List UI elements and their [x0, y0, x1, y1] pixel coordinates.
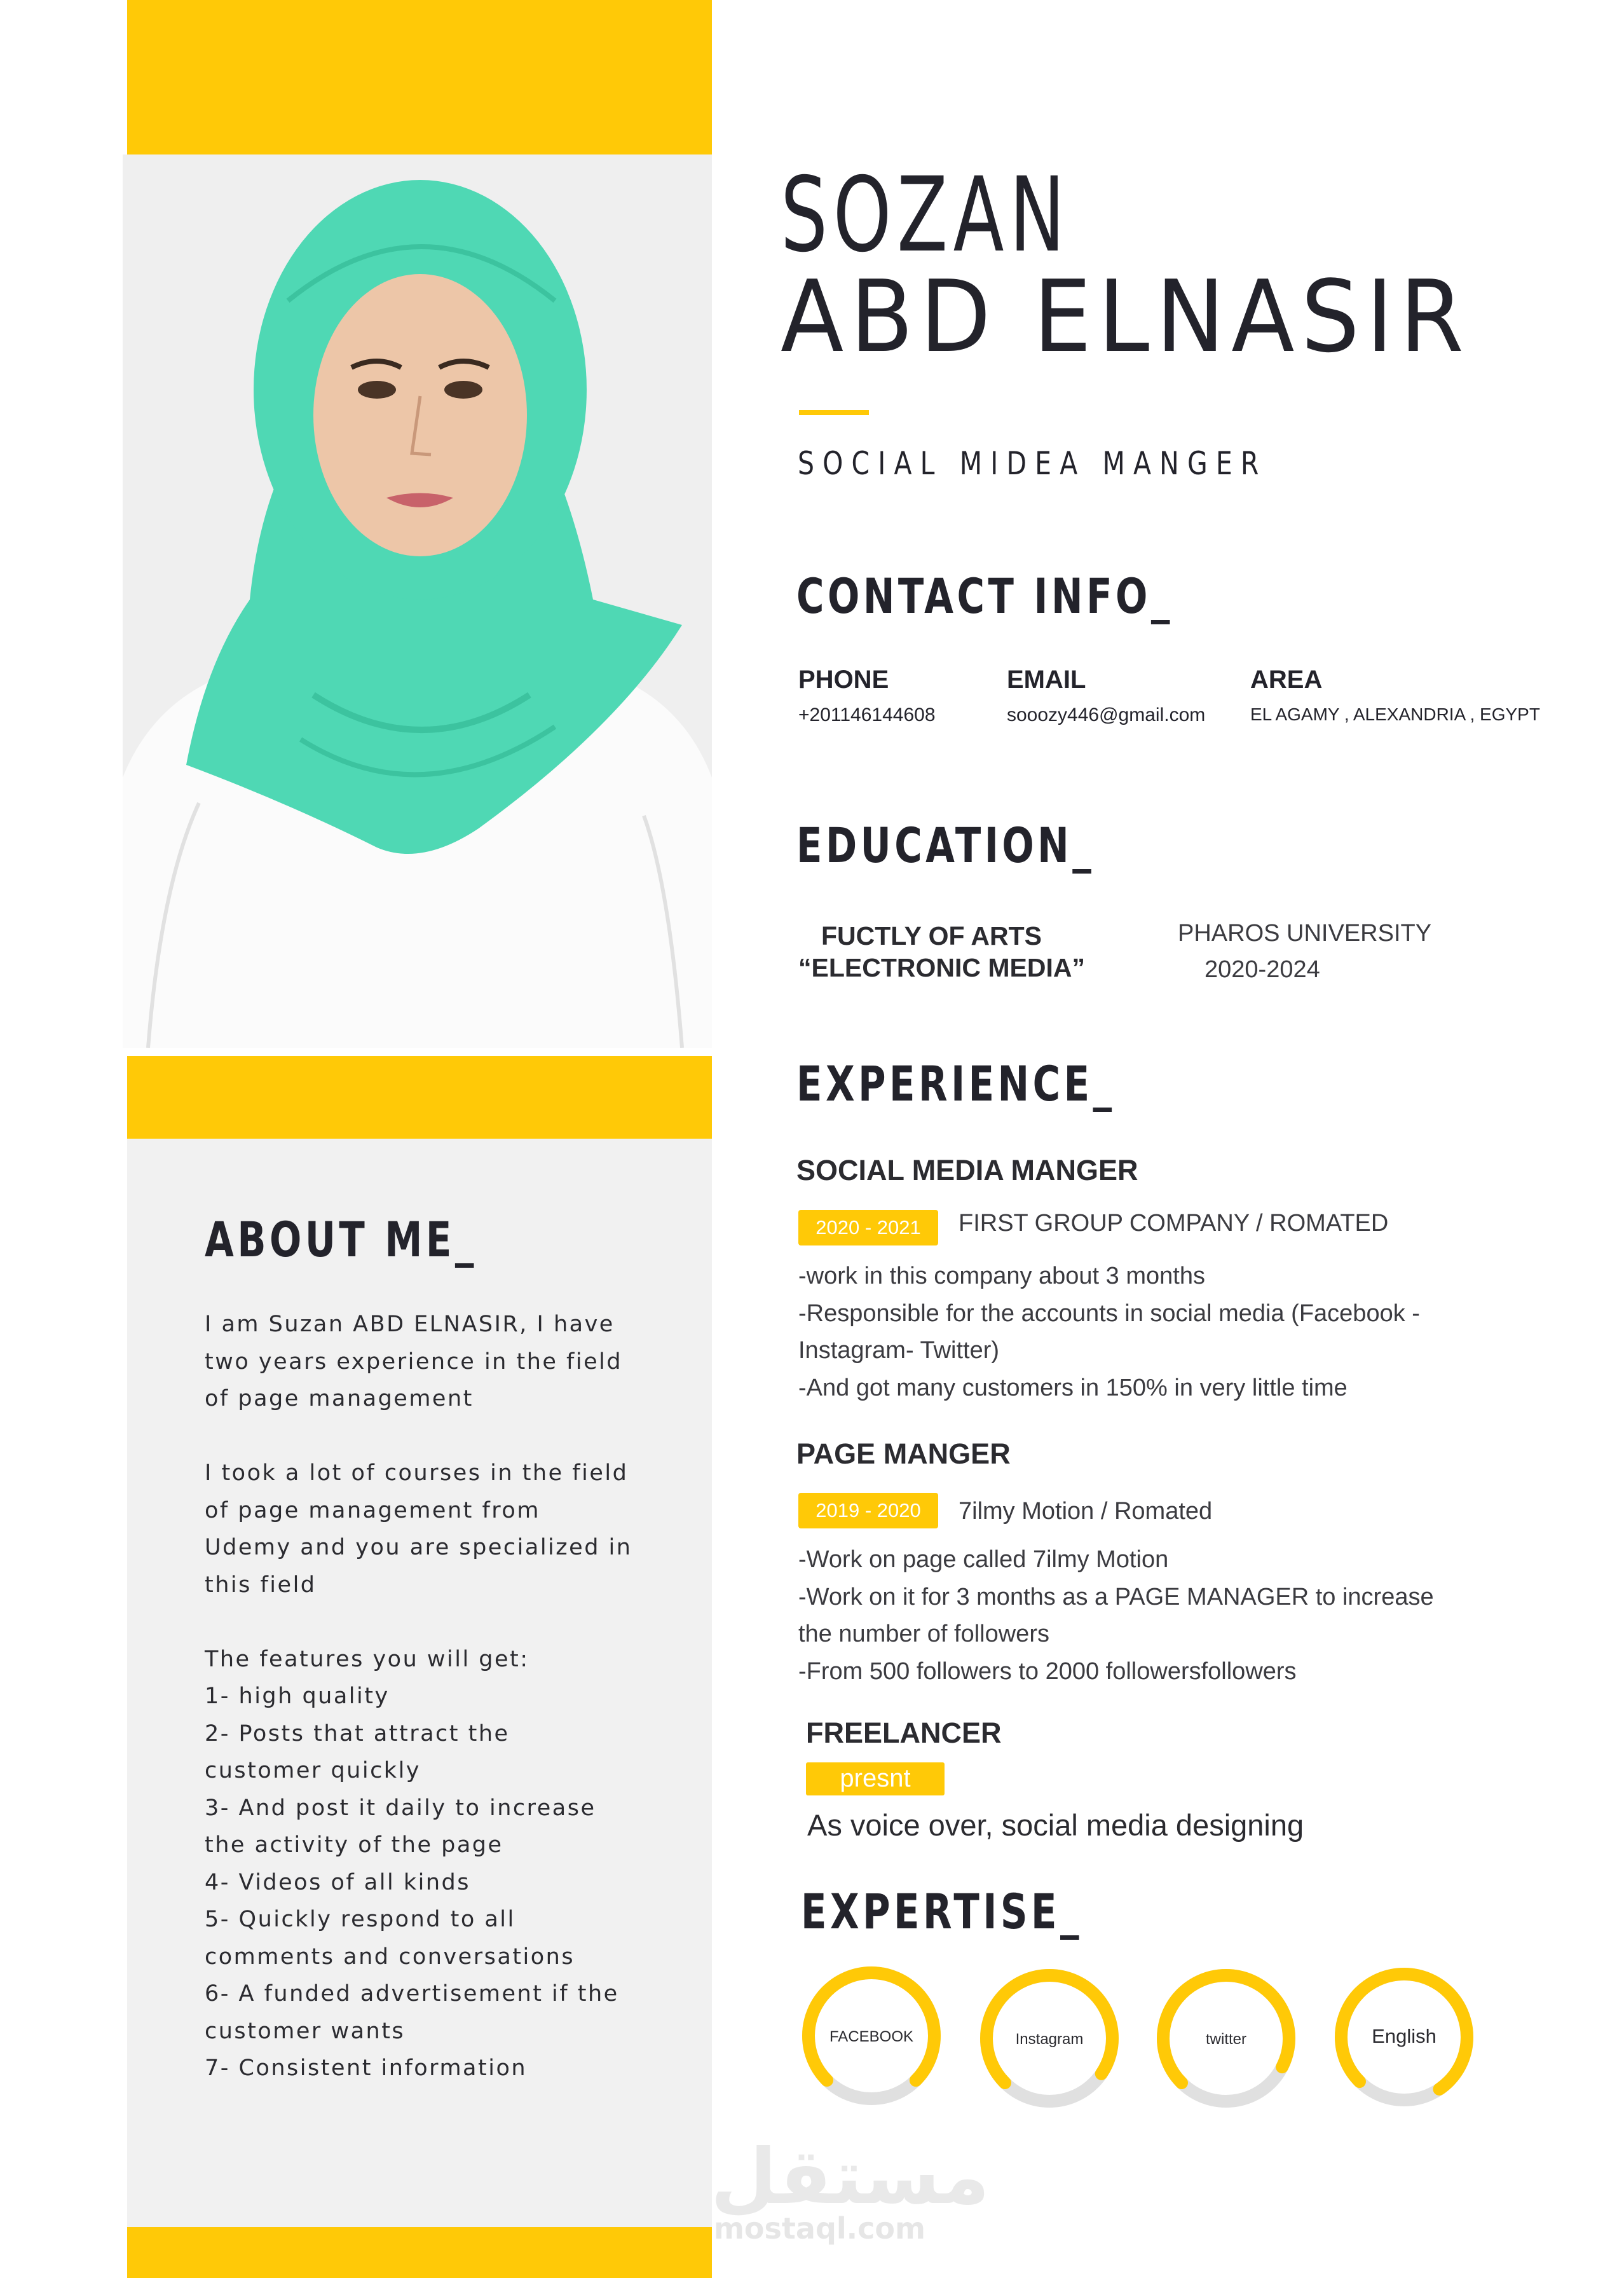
bottom-accent-band [127, 2227, 712, 2278]
skill-ring-instagram [973, 1962, 1126, 2115]
about-line: of page management from [205, 1497, 540, 1523]
about-line: comments and conversations [205, 1944, 575, 1970]
degree-line: “ELECTRONIC MEDIA” [798, 953, 1085, 982]
year-badge: 2020 - 2021 [798, 1210, 938, 1245]
year-badge: presnt [806, 1762, 945, 1795]
job-description: As voice over, social media designing [807, 1808, 1304, 1842]
skill-ring-twitter [1150, 1962, 1302, 2115]
skill-ring-progress [1150, 1962, 1302, 2115]
phone-value: +201146144608 [798, 704, 936, 725]
skill-ring-track [809, 1973, 934, 2099]
name-divider [799, 410, 869, 415]
top-accent-band [127, 0, 712, 154]
expertise-title: EXPERTISE_ [801, 1883, 1083, 1940]
about-line: this field [205, 1572, 317, 1598]
about-line: customer quickly [205, 1758, 421, 1783]
about-line: the activity of the page [205, 1832, 503, 1858]
job-role: SOCIAL MEDIA MANGER [796, 1154, 1138, 1186]
education-university [1178, 916, 1431, 988]
job-desc-line: -From 500 followers to 2000 followersfollowers [798, 1657, 1297, 1685]
company-name: 7ilmy Motion / Romated [959, 1498, 1213, 1525]
last-name: ABD ELNASIR [781, 259, 1471, 374]
about-line [205, 1603, 688, 1641]
skill-ring-progress [795, 1959, 948, 2112]
watermark-logo: مستقل [711, 2133, 990, 2221]
skill-ring-progress [973, 1962, 1126, 2115]
job-description [798, 1258, 1420, 1406]
email-label: EMAIL [1007, 666, 1086, 694]
about-line: 3- And post it daily to increase [205, 1795, 596, 1821]
job-description [798, 1541, 1434, 1690]
year-badge: 2019 - 2020 [798, 1493, 938, 1528]
job-desc-line: Instagram- Twitter) [798, 1337, 1000, 1364]
watermark-url: mostaql.com [714, 2211, 925, 2246]
job-role: FREELANCER [806, 1717, 1002, 1749]
job-desc-line: -Work on page called 7ilmy Motion [798, 1546, 1169, 1573]
area-label: AREA [1250, 666, 1323, 694]
about-line: two years experience in the field [205, 1348, 623, 1375]
profile-photo [123, 154, 712, 1048]
skill-ring-track [1341, 1974, 1467, 2100]
area-value: EL AGAMY , ALEXANDRIA , EGYPT [1250, 704, 1540, 724]
about-line: Udemy and you are specialized in [205, 1535, 632, 1560]
skill-ring-track [986, 1975, 1112, 2101]
about-line: 5- Quickly respond to all [205, 1907, 515, 1932]
education-years: 2020-2024 [1204, 956, 1320, 983]
middle-accent-band [127, 1056, 712, 1139]
contact-title: CONTACT INFO_ [796, 568, 1173, 624]
university-name: PHAROS UNIVERSITY [1178, 920, 1432, 947]
job-desc-line: -And got many customers in 150% in very little time [798, 1374, 1348, 1401]
about-line: 1- high quality [205, 1684, 390, 1709]
skill-label: twitter [1205, 2031, 1247, 2048]
about-line [205, 1418, 688, 1455]
education-degree [798, 920, 1085, 984]
skill-ring-progress [1328, 1961, 1480, 2113]
skill-label: English [1372, 2025, 1436, 2047]
job-role: PAGE MANGER [796, 1437, 1011, 1470]
about-line: I took a lot of courses in the field [205, 1460, 629, 1486]
degree-line: FUCTLY OF ARTS [821, 921, 1042, 950]
about-line: 2- Posts that attract the [205, 1720, 510, 1746]
job-title: SOCIAL MIDEA MANGER [798, 445, 1267, 482]
about-line: customer wants [205, 2018, 406, 2044]
skill-label: FACEBOOK [829, 2028, 914, 2045]
job-desc-line: -work in this company about 3 months [798, 1263, 1205, 1289]
skill-label: Instagram [1015, 2031, 1084, 2048]
job-desc-line: -Responsible for the accounts in social media (Facebook - [798, 1300, 1420, 1327]
about-line: of page management [205, 1386, 474, 1411]
about-title: ABOUT ME_ [205, 1211, 477, 1268]
phone-label: PHONE [798, 666, 889, 694]
about-line: The features you will get: [205, 1646, 529, 1672]
education-title: EDUCATION_ [796, 817, 1095, 874]
skill-ring-english [1328, 1961, 1480, 2113]
job-desc-line: the number of followers [798, 1621, 1049, 1647]
about-line: I am Suzan ABD ELNASIR, I have [205, 1312, 615, 1337]
about-line: 4- Videos of all kinds [205, 1869, 470, 1895]
first-name: SOZAN [781, 156, 1070, 275]
about-text [205, 1306, 688, 2087]
experience-title: EXPERIENCE_ [796, 1055, 1116, 1112]
company-name: FIRST GROUP COMPANY / ROMATED [959, 1210, 1389, 1237]
skill-ring-facebook [795, 1959, 948, 2112]
about-line: 6- A funded advertisement if the [205, 1981, 619, 2007]
email-value: sooozy446@gmail.com [1007, 704, 1206, 725]
about-line: 7- Consistent information [205, 2055, 528, 2081]
skill-ring-track [1163, 1975, 1289, 2101]
job-desc-line: -Work on it for 3 months as a PAGE MANAGER to increase [798, 1583, 1434, 1610]
